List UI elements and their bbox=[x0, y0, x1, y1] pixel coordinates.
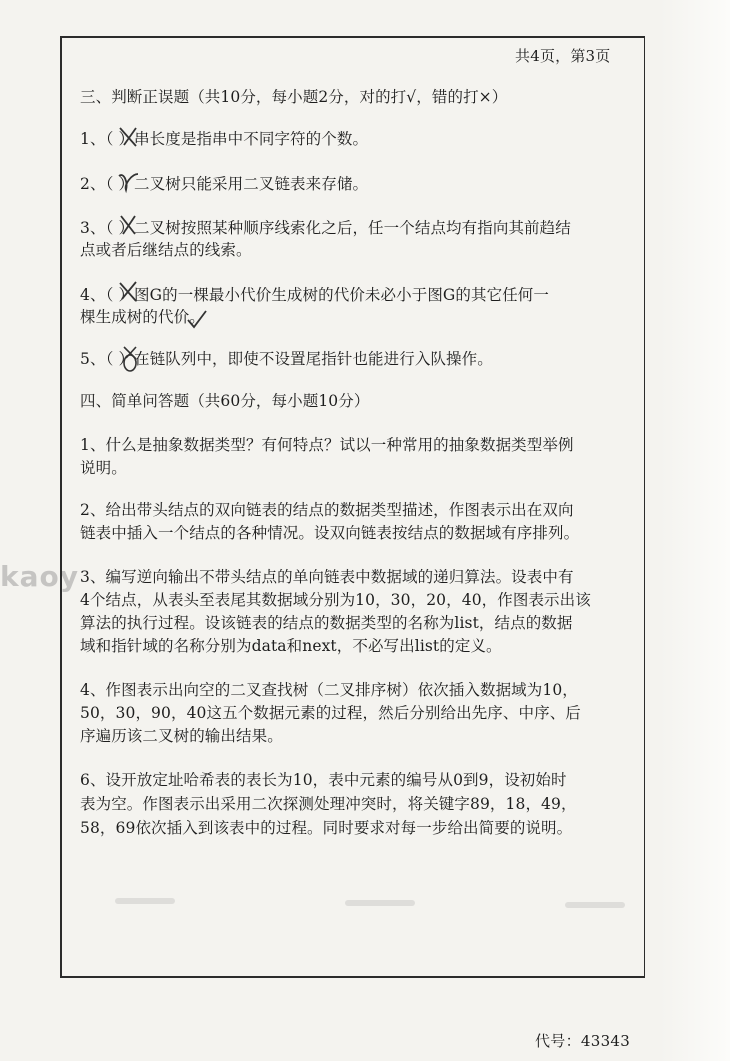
cross-mark-icon bbox=[116, 125, 142, 149]
question-3-line1: 3、编写逆向输出不带头结点的单向链表中数据域的递归算法。设表中有 bbox=[80, 568, 574, 586]
item-number: 4、 bbox=[80, 286, 106, 304]
watermark-text: kaoy bbox=[0, 560, 80, 593]
judgment-item-3-line1 bbox=[80, 216, 571, 238]
scan-smudge bbox=[115, 898, 175, 904]
question-3-line4: 域和指针域的名称分别为data和next，不必写出list的定义。 bbox=[80, 637, 502, 655]
item-text: （ ）二叉树按照某种顺序线索化之后，任一个结点均有指向其前趋结 bbox=[105, 219, 571, 237]
judgment-item-4-line2: 棵生成树的代价。 bbox=[80, 308, 205, 326]
section4-title: 四、简单问答题（共60分，每小题10分） bbox=[80, 392, 370, 410]
question-3-line2: 4个结点，从表头至表尾其数据域分别为10，30，20，40，作图表示出该 bbox=[80, 591, 591, 609]
question-1-line2: 说明。 bbox=[80, 459, 127, 477]
scan-smudge bbox=[345, 900, 415, 906]
question-2-line1: 2、给出带头结点的双向链表的结点的数据类型描述，作图表示出在双向 bbox=[80, 501, 574, 519]
question-1-line1: 1、什么是抽象数据类型？有何特点？试以一种常用的抽象数据类型举例 bbox=[80, 436, 574, 454]
question-6-line1: 6、设开放定址哈希表的表长为10，表中元素的编号从0到9，设初始时 bbox=[80, 771, 567, 789]
judgment-item-3-line2: 点或者后继结点的线索。 bbox=[80, 241, 252, 259]
question-4-line2: 50，30，90，40这五个数据元素的过程，然后分别给出先序、中序、后 bbox=[80, 704, 581, 722]
question-2-line2: 链表中插入一个结点的各种情况。设双向链表按结点的数据域有序排列。 bbox=[80, 524, 580, 542]
item-text: （ ）二叉树只能采用二叉链表来存储。 bbox=[105, 175, 369, 193]
scan-smudge bbox=[565, 902, 625, 908]
question-6-line2: 表为空。作图表示出采用二次探测处理冲突时，将关键字89，18，49， bbox=[80, 795, 577, 813]
item-text: （ ）串长度是指串中不同字符的个数。 bbox=[105, 130, 369, 148]
cross-mark-icon bbox=[116, 170, 142, 194]
exam-code: 代号：43343 bbox=[535, 1032, 631, 1050]
question-3-line3: 算法的执行过程。设该链表的结点的数据类型的名称为list，结点的数据 bbox=[80, 614, 573, 632]
item-number: 3、 bbox=[80, 219, 106, 237]
item-text: （ ）图G的一棵最小代价生成树的代价未必小于图G的其它任何一 bbox=[105, 286, 550, 304]
item-number: 2、 bbox=[80, 175, 106, 193]
item-text: （ ）在链队列中，即使不设置尾指针也能进行入队操作。 bbox=[105, 350, 493, 368]
item-number: 5、 bbox=[80, 350, 106, 368]
judgment-item-4-line1 bbox=[80, 283, 549, 305]
check-mark-icon bbox=[186, 309, 208, 331]
page-edge-fade bbox=[660, 0, 730, 1061]
page-info: 共4页，第3页 bbox=[515, 47, 611, 65]
section3-title: 三、判断正误题（共10分，每小题2分，对的打√，错的打×） bbox=[80, 88, 508, 106]
question-4-line1: 4、作图表示出向空的二叉查找树（二叉排序树）依次插入数据域为10， bbox=[80, 681, 578, 699]
cross-mark-icon bbox=[116, 213, 142, 237]
cross-mark-icon bbox=[116, 279, 142, 303]
item-number: 1、 bbox=[80, 130, 106, 148]
question-6-line3: 58，69依次插入到该表中的过程。同时要求对每一步给出简要的说明。 bbox=[80, 819, 573, 837]
circled-mark-icon bbox=[118, 343, 144, 373]
question-4-line3: 序遍历该二叉树的输出结果。 bbox=[80, 727, 283, 745]
